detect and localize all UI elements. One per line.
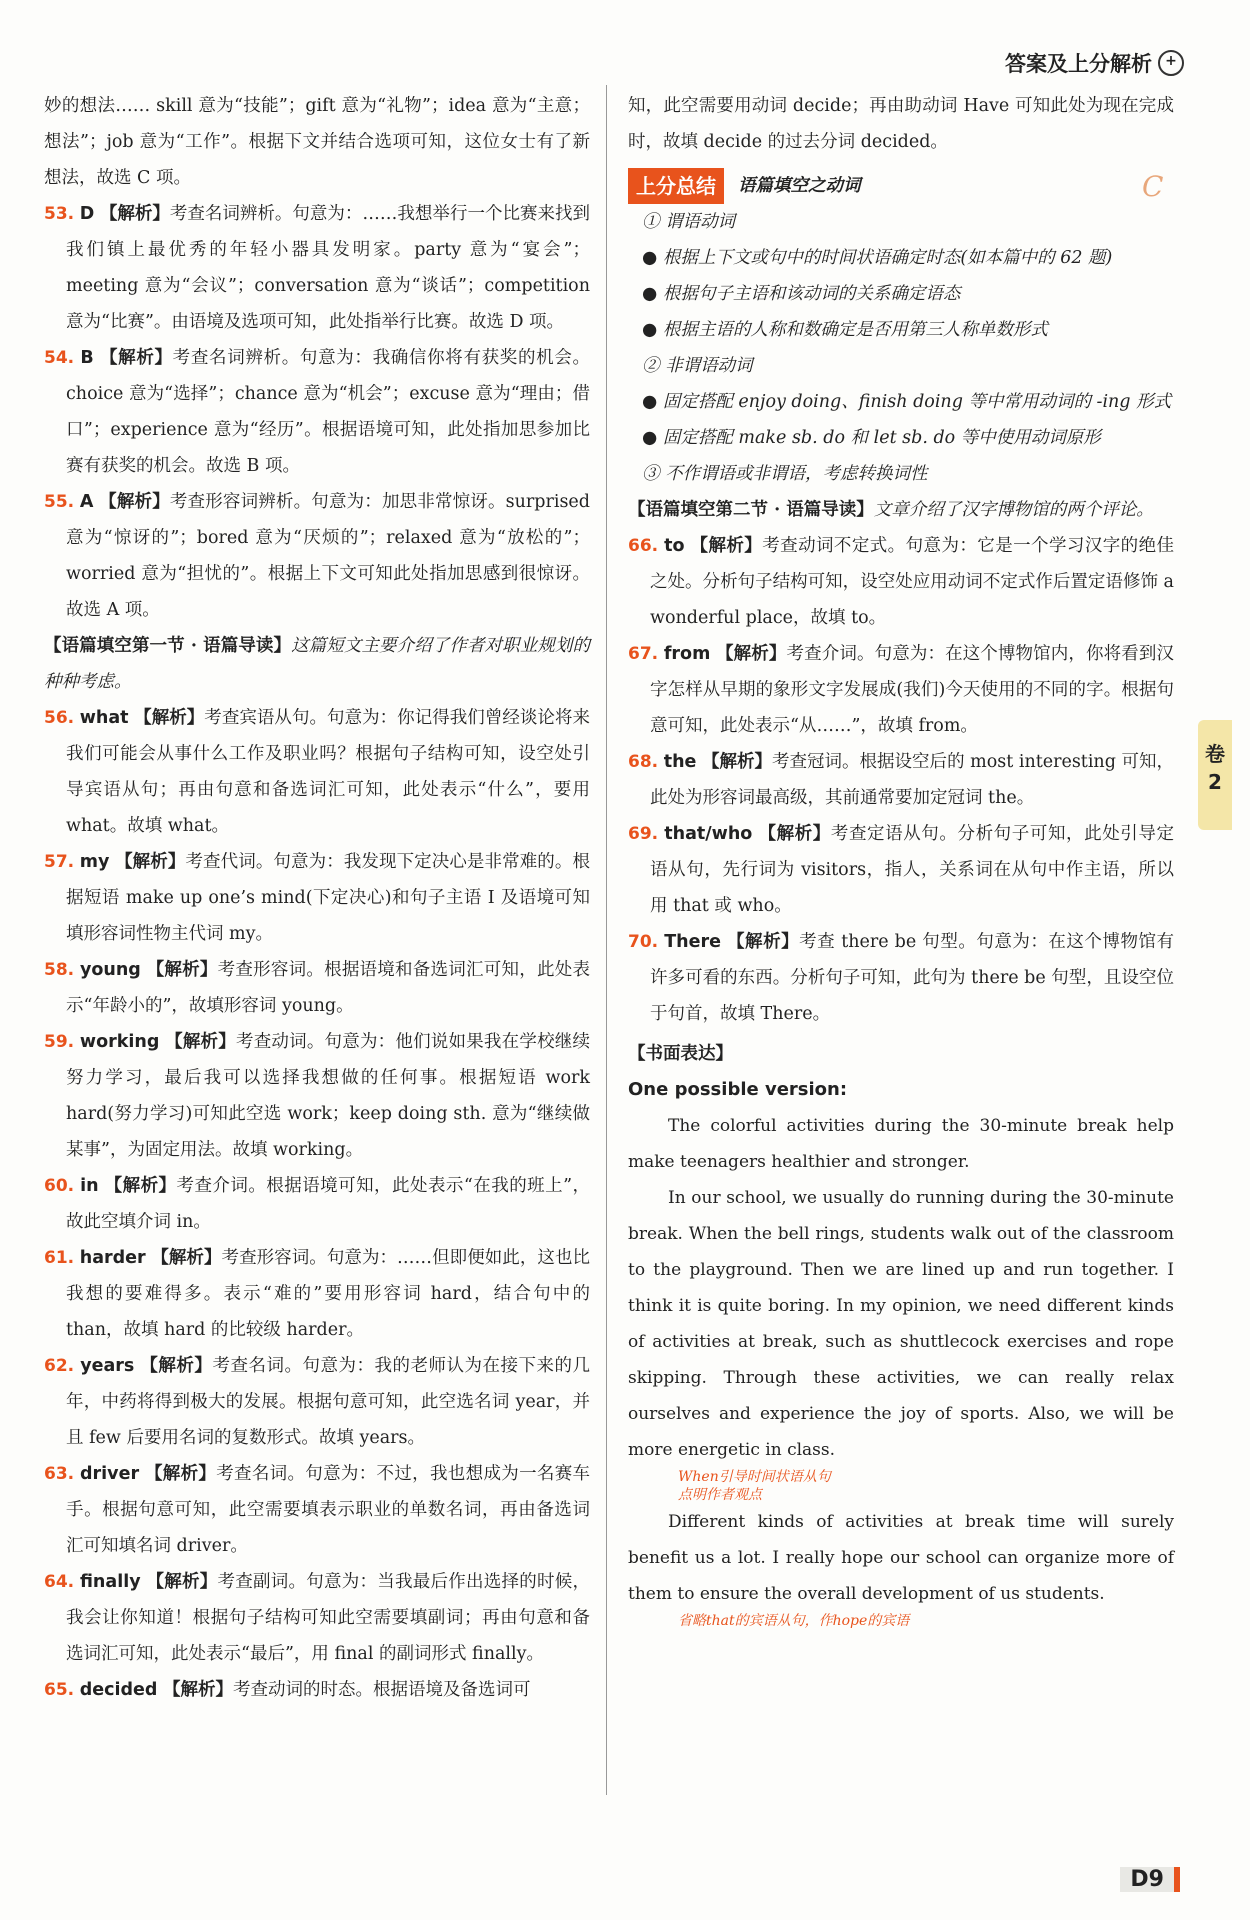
essay-paragraph-2: In our school, we usually do running during the 30-minute break. When the bell rings, students walk out of the classroom to the playground. Then we are lined up and run together. I think it is quite boring. In my opinion, we need different kinds of activities at break, such as shuttlecock exercises and rope skipping. Through these activities, we can really relax ourselves and experience the joy of sports. Also, we will be more energetic in class.	[628, 1188, 1174, 1460]
answer-entry	[44, 1348, 590, 1456]
column-divider	[606, 85, 607, 1795]
entry-tag: 【解析】	[701, 752, 773, 772]
entry-num: 62.	[44, 1356, 75, 1376]
entry-num: 56.	[44, 708, 75, 728]
summary-line: ● 固定搭配 make sb. do 和 let sb. do 等中使用动词原形	[642, 428, 1101, 448]
entry-ans: what	[79, 708, 129, 728]
answer-entry	[44, 952, 590, 1024]
entry-num: 54.	[44, 348, 75, 368]
plus-circle-icon: +	[1158, 50, 1184, 76]
entry-text: 考查定语从句。分析句子可知，此处引导定语从句，先行词为 visitors，指人，关系词在从句中作主语，所以用 that 或 who。	[650, 824, 1174, 916]
essay-paragraph-3: Different kinds of activities at break time will surely benefit us a lot. I really hope our school can organize more of them to ensure the overall development of us students.	[628, 1512, 1174, 1604]
entry-num: 65.	[44, 1680, 75, 1700]
answer-entry	[44, 1168, 590, 1240]
section-one-title: 【语篇填空第一节 · 语篇导读】	[44, 636, 292, 656]
entry-text: 考查名词辨析。句意为：……我想举行一个比赛来找到我们镇上最优秀的年轻小器具发明家。party 意为“宴会”；meeting 意为“会议”；conversation 意为“谈话”；competition 意为“比赛”。由语境及选项可知，此处指举行比赛。故选 D 项。	[66, 204, 590, 332]
right-intro: 知，此空需要用动词 decide；再由助动词 Have 可知此处为现在完成时，故填 decide 的过去分词 decided。	[628, 96, 1174, 152]
summary-title: 语篇填空之动词	[738, 176, 861, 196]
entry-text: 考查介词。根据语境可知，此处表示“在我的班上”，故此空填介词 in。	[66, 1176, 590, 1232]
entry-ans: working	[79, 1032, 160, 1052]
summary-line: ● 根据主语的人称和数确定是否用第三人称单数形式	[642, 320, 1048, 340]
entry-ans: from	[663, 644, 711, 664]
summary-line: ● 根据句子主语和该动词的关系确定语态	[642, 284, 961, 304]
entry-text: 考查动词。句意为：他们说如果我在学校继续努力学习，最后我可以选择我想做的任何事。根据短语 work hard(努力学习)可知此空选 work；keep doing sth. 意为“继续做某事”，为固定用法。故填 working。	[66, 1032, 590, 1160]
entry-text: 考查形容词。句意为：……但即便如此，这也比我想的要难得多。表示“难的”要用形容词 hard，结合句中的 than，故填 hard 的比较级 harder。	[66, 1248, 591, 1340]
entry-text: 考查形容词辨析。句意为：加思非常惊讶。surprised 意为“惊讶的”；bored 意为“厌烦的”；relaxed 意为“放松的”；worried 意为“担忧的”。根据上下文可知此处指加思感到很惊讶。故选 A 项。	[66, 492, 590, 620]
answer-entry	[44, 1024, 590, 1168]
entry-tag: 【解析】	[99, 492, 170, 512]
entry-text: 考查代词。句意为：我发现下定决心是非常难的。根据短语 make up one’s mind(下定决心)和句子主语 I 及语境可知填形容词性物主代词 my。	[66, 852, 590, 944]
entry-tag: 【解析】	[151, 1248, 222, 1268]
header-title: 答案及上分解析	[1005, 52, 1152, 76]
answer-entry	[44, 196, 590, 340]
entry-num: 60.	[44, 1176, 75, 1196]
entry-ans: that/who	[664, 824, 753, 844]
entry-tag: 【解析】	[104, 1176, 177, 1196]
entry-text: 考查 there be 句型。句意为：在这个博物馆有许多可看的东西。分析句子可知，此句为 there be 句型，且设空位于句首，故填 There。	[650, 932, 1174, 1024]
entry-ans: to	[664, 536, 685, 556]
entry-tag: 【解析】	[165, 1032, 236, 1052]
entry-tag: 【解析】	[758, 824, 831, 844]
section-two-title: 【语篇填空第二节 · 语篇导读】	[628, 500, 874, 520]
entry-tag: 【解析】	[727, 932, 800, 952]
version-label: One possible version:	[628, 1079, 848, 1100]
entry-tag: 【解析】	[146, 1572, 218, 1592]
entry-ans: years	[80, 1356, 135, 1376]
answer-entry	[44, 340, 590, 484]
entry-num: 64.	[44, 1572, 75, 1592]
section-one-lead: 这篇短文主要介绍了作者对职业规划的种种考虑。	[44, 636, 590, 692]
decorative-c-mark: C	[1142, 170, 1164, 203]
entry-num: 68.	[628, 752, 659, 772]
summary-line: ● 根据上下文或句中的时间状语确定时态(如本篇中的 62 题)	[642, 248, 1113, 268]
essay-paragraph-1: The colorful activities during the 30-minute break help make teenagers healthier and stronger.	[628, 1116, 1174, 1172]
entry-num: 70.	[628, 932, 659, 952]
answer-entry	[44, 700, 590, 844]
entry-num: 59.	[44, 1032, 75, 1052]
entry-ans: decided	[79, 1680, 158, 1700]
answer-entry	[44, 484, 590, 628]
entry-tag: 【解析】	[144, 1464, 217, 1484]
answer-entry	[44, 1672, 590, 1708]
entry-text: 考查名词辨析。句意为：我确信你将有获奖的机会。choice 意为“选择”；chance 意为“机会”；excuse 意为“理由；借口”；experience 意为“经历”。根据语境可知，此处指加思参加比赛有获奖的机会。故选 B 项。	[66, 348, 591, 476]
section-one-head	[44, 628, 590, 700]
page-number: D9	[1120, 1867, 1180, 1892]
entry-tag: 【解析】	[162, 1680, 233, 1700]
entry-ans: my	[79, 852, 110, 872]
left-column	[44, 88, 590, 1708]
entry-ans: young	[79, 960, 141, 980]
entry-text: 考查动词的时态。根据语境及备选词可	[232, 1680, 531, 1700]
side-tab: 卷 2	[1198, 720, 1232, 830]
entry-text: 考查介词。句意为：在这个博物馆内，你将看到汉字怎样从早期的象形文字发展成(我们)今天使用的不同的字。根据句意可知，此处表示“从……”，故填 from。	[650, 644, 1174, 736]
entry-tag: 【解析】	[690, 536, 763, 556]
entry-text: 考查冠词。根据设空后的 most interesting 可知，此处为形容词最高级，其前通常要加定冠词 the。	[650, 752, 1174, 808]
entry-num: 57.	[44, 852, 75, 872]
entry-ans: driver	[80, 1464, 140, 1484]
entry-num: 58.	[44, 960, 75, 980]
entry-num: 61.	[44, 1248, 75, 1268]
summary-line: ● 固定搭配 enjoy doing、finish doing 等中常用动词的 -ing 形式	[642, 392, 1172, 412]
entry-tag: 【解析】	[99, 204, 170, 224]
essay	[628, 1108, 1174, 1630]
entry-tag: 【解析】	[716, 644, 787, 664]
summary-line: ③ 不作谓语或非谓语，考虑转换词性	[642, 464, 928, 484]
answer-entry	[628, 636, 1174, 744]
entry-text: 考查名词。句意为：不过，我也想成为一名赛车手。根据句意可知，此空需要填表示职业的单数名词，再由备选词汇可知填名词 driver。	[66, 1464, 591, 1556]
entry-num: 66.	[628, 536, 659, 556]
section-two-lead: 文章介绍了汉字博物馆的两个评论。	[873, 500, 1154, 520]
entry-num: 55.	[44, 492, 75, 512]
entry-ans: D	[79, 204, 95, 224]
entry-ans: harder	[79, 1248, 146, 1268]
left-intro: 妙的想法…… skill 意为“技能”；gift 意为“礼物”；idea 意为“主意；想法”；job 意为“工作”。根据下文并结合选项可知，这位女士有了新想法，故选 C 项。	[44, 96, 590, 188]
entry-tag: 【解析】	[146, 960, 218, 980]
entry-text: 考查形容词。根据语境和备选词汇可知，此处表示“年龄小的”，故填形容词 young。	[66, 960, 590, 1016]
answer-entry	[628, 744, 1174, 816]
summary-line: ① 谓语动词	[642, 212, 736, 232]
entry-num: 69.	[628, 824, 659, 844]
answer-entry	[44, 1456, 590, 1564]
answer-entry	[628, 816, 1174, 924]
answer-entry	[44, 1240, 590, 1348]
entry-ans: B	[80, 348, 94, 368]
entry-ans: in	[80, 1176, 99, 1196]
entry-ans: finally	[79, 1572, 141, 1592]
entry-text: 考查动词不定式。句意为：它是一个学习汉字的绝佳之处。分析句子结构可知，设空处应用动词不定式作后置定语修饰 a wonderful place，故填 to。	[650, 536, 1175, 628]
entry-num: 67.	[628, 644, 659, 664]
entry-ans: the	[663, 752, 697, 772]
answer-entry	[44, 1564, 590, 1672]
summary-header	[628, 168, 1174, 204]
entry-tag: 【解析】	[115, 852, 186, 872]
summary-line: ② 非谓语动词	[642, 356, 753, 376]
answer-entry	[44, 844, 590, 952]
answer-entry	[628, 924, 1174, 1032]
header	[1005, 48, 1184, 78]
entry-num: 53.	[44, 204, 75, 224]
essay-note-3: 省略that的宾语从句，作hope的宾语	[678, 1613, 910, 1629]
summary-list	[628, 204, 1174, 492]
entry-ans: There	[664, 932, 721, 952]
entry-text: 考查副词。句意为：当我最后作出选择的时候，我会让你知道！根据句子结构可知此空需要填副词；再由句意和备选词汇可知，此处表示“最后”，用 final 的副词形式 finally。	[66, 1572, 590, 1664]
entry-text: 考查名词。句意为：我的老师认为在接下来的几年，中药将得到极大的发展。根据句意可知，此空选名词 year，并且 few 后要用名词的复数形式。故填 years。	[66, 1356, 590, 1448]
essay-note-1: When引导时间状语从句	[678, 1469, 831, 1485]
entry-ans: A	[79, 492, 94, 512]
writing-head: 【书面表达】	[628, 1044, 733, 1064]
summary-badge: 上分总结	[628, 168, 724, 204]
entry-text: 考查宾语从句。句意为：你记得我们曾经谈论将来我们可能会从事什么工作及职业吗？根据句子结构可知，设空处引导宾语从句；再由句意和备选词汇可知，此处表示“什么”，要用 what。故填 what。	[66, 708, 591, 836]
answer-entry	[628, 528, 1174, 636]
section-two-head	[628, 492, 1174, 528]
right-column	[628, 88, 1174, 1630]
essay-note-2: 点明作者观点	[678, 1487, 762, 1503]
entry-tag: 【解析】	[140, 1356, 213, 1376]
entry-tag: 【解析】	[134, 708, 205, 728]
entry-tag: 【解析】	[99, 348, 173, 368]
entry-num: 63.	[44, 1464, 75, 1484]
